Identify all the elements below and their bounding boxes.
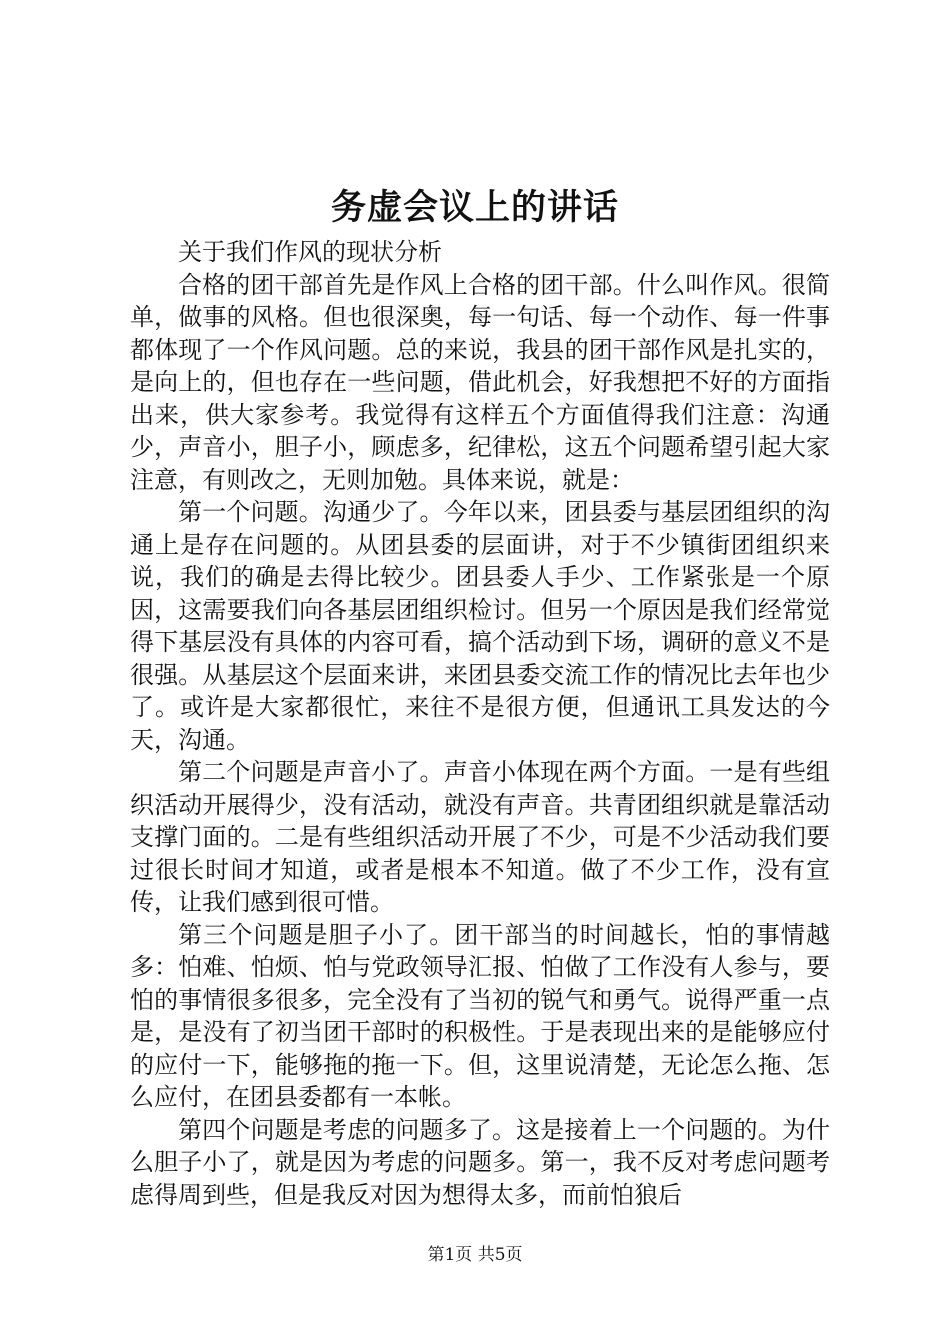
section-heading: 关于我们作风的现状分析 (178, 238, 442, 266)
document-title: 务虚会议上的讲话 (330, 187, 619, 228)
paragraph: 第一个问题。沟通少了。今年以来，团县委与基层团组织的沟通上是存在问题的。从团县委的层面讲，对于不少镇街团组织来说，我们的确是去得比较少。团县委人手少、工作紧张是一个原因，这需要我们向各基层团组织检讨。但另一个原因是我们经常觉得下基层没有具体的内容可看，搞个活动到下场，调研的意义不是很强。从基层这个层面来讲，来团县委交流工作的情况比去年也少了。或许是大家都很忙，来往不是很方便，但通讯工具发达的今天，沟通。 (130, 498, 830, 754)
paragraph: 第二个问题是声音小了。声音小体现在两个方面。一是有些组织活动开展得少，没有活动，就没有声音。共青团组织就是靠活动支撑门面的。二是有些组织活动开展了不少，可是不少活动我们要过很长时间才知道，或者是根本不知道。做了不少工作，没有宣传，让我们感到很可惜。 (130, 758, 830, 916)
document-body (130, 236, 830, 1211)
paragraph: 第四个问题是考虑的问题多了。这是接着上一个问题的。为什么胆子小了，就是因为考虑的问题多。第一，我不反对考虑问题考虑得周到些，但是我反对因为想得太多，而前怕狼后 (130, 1115, 830, 1209)
paragraph: 合格的团干部首先是作风上合格的团干部。什么叫作风。很简单，做事的风格。但也很深奥，每一句话、每一个动作、每一件事都体现了一个作风问题。总的来说，我县的团干部作风是扎实的，是向上的，但也存在一些问题，借此机会，好我想把不好的方面指出来，供大家参考。我觉得有这样五个方面值得我们注意：沟通少，声音小，胆子小，顾虑多，纪律松，这五个问题希望引起大家注意，有则改之，无则加勉。具体来说，就是： (130, 270, 830, 494)
paragraph: 第三个问题是胆子小了。团干部当的时间越长，怕的事情越多：怕难、怕烦、怕与党政领导汇报、怕做了工作没有人参与，要怕的事情很多很多，完全没有了当初的锐气和勇气。说得严重一点是，是没有了初当团干部时的积极性。于是表现出来的是能够应付的应付一下，能够拖的拖一下。但，这里说清楚，无论怎么拖、怎么应付，在团县委都有一本帐。 (130, 920, 830, 1111)
page-number-footer: 第1页 共5页 (427, 1245, 523, 1265)
